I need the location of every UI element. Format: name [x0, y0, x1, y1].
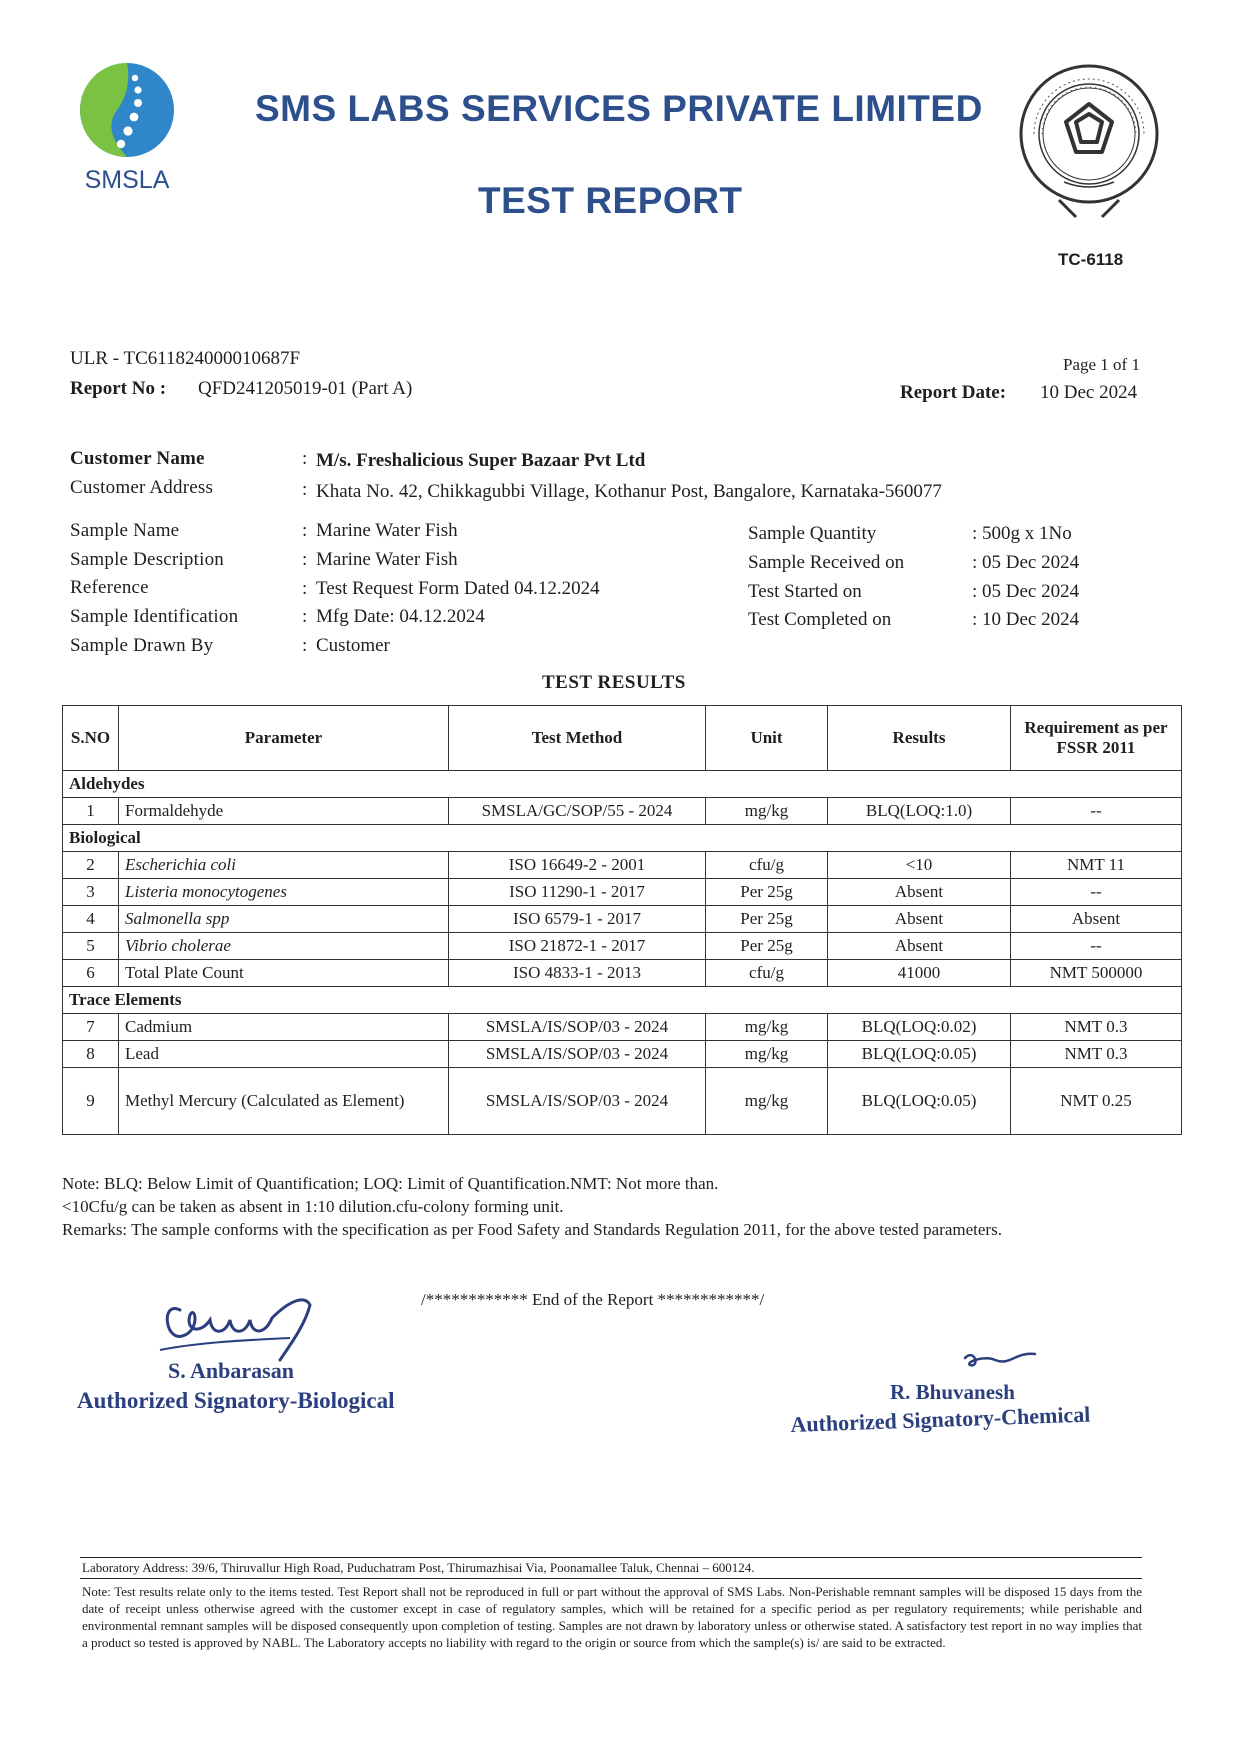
cell-parameter: Escherichia coli — [119, 852, 449, 879]
cell-sno: 6 — [63, 960, 119, 987]
smsla-logo — [72, 60, 182, 200]
signatory-name: S. Anbarasan — [168, 1358, 294, 1383]
cell-sno: 1 — [63, 798, 119, 825]
signatory-name: R. Bhuvanesh — [890, 1380, 1015, 1404]
cell-result: 41000 — [828, 960, 1011, 987]
cell-result: Absent — [828, 879, 1011, 906]
footer-note: Note: Test results relate only to the items tested. Test Report shall not be reproduced in full or part without the approval of SMS Labs. Non-Perishable remnant samples will be disposed 15 days from the date of receipt unless otherwise agreed with the customer except in case of regulatory samples, which will be retained for a specific period as per regulatory requirements; while perishable and environmental remnant samples will be disposed consequently upon completion of testing. Samples are not drawn by laboratory unless or otherwise stated. A satisfactory test report in no way implies that a product so tested is approved by NABL. The Laboratory accepts no liability with regard to the origin or source from which the sample(s) is/ are said to be extracted. — [82, 1584, 1142, 1650]
sample-right-label: Sample Quantity — [748, 523, 877, 544]
customer-name-label: Customer Name — [70, 448, 205, 469]
cell-result: BLQ(LOQ:0.05) — [828, 1068, 1011, 1135]
sample-value: Customer — [316, 635, 390, 656]
table-header-row — [63, 706, 1182, 771]
cell-method: ISO 6579-1 - 2017 — [449, 906, 706, 933]
cell-method: SMSLA/GC/SOP/55 - 2024 — [449, 798, 706, 825]
footer-divider — [80, 1578, 1142, 1579]
column-header: S.NO — [63, 706, 119, 771]
customer-address-label: Customer Address — [70, 477, 214, 498]
group-row — [63, 987, 1182, 1014]
cell-unit: cfu/g — [706, 960, 828, 987]
cell-method: ISO 11290-1 - 2017 — [449, 879, 706, 906]
sample-value: Marine Water Fish — [316, 520, 458, 541]
cell-sno: 7 — [63, 1014, 119, 1041]
company-name: SMS LABS SERVICES PRIVATE LIMITED — [255, 88, 983, 129]
cell-unit: Per 25g — [706, 933, 828, 960]
report-title: TEST REPORT — [478, 180, 743, 221]
table-row — [63, 960, 1182, 987]
column-header: Test Method — [449, 706, 706, 771]
sample-label: Reference — [70, 577, 149, 598]
cell-method: ISO 4833-1 - 2013 — [449, 960, 706, 987]
cell-result: BLQ(LOQ:0.02) — [828, 1014, 1011, 1041]
cell-parameter: Cadmium — [119, 1014, 449, 1041]
cell-result: Absent — [828, 906, 1011, 933]
sample-right-value: : 10 Dec 2024 — [972, 609, 1080, 630]
table-row — [63, 1014, 1182, 1041]
cell-unit: mg/kg — [706, 1014, 828, 1041]
ulr-number: ULR - TC611824000010687F — [70, 348, 301, 369]
table-row — [63, 906, 1182, 933]
cell-method: SMSLA/IS/SOP/03 - 2024 — [449, 1041, 706, 1068]
accreditation-code: TC-6118 — [1058, 250, 1124, 269]
cell-requirement: Absent — [1011, 906, 1182, 933]
results-table — [62, 705, 1182, 1135]
signatory-role: Authorized Signatory-Chemical — [790, 1401, 1091, 1437]
cell-result: Absent — [828, 933, 1011, 960]
note-line: Note: BLQ: Below Limit of Quantification; LOQ: Limit of Quantification.NMT: Not more than. — [62, 1174, 719, 1193]
sample-right-value: : 500g x 1No — [972, 523, 1072, 544]
sample-label: Sample Description — [70, 549, 224, 570]
table-row — [63, 933, 1182, 960]
sample-value: Test Request Form Dated 04.12.2024 — [316, 578, 600, 599]
cell-parameter: Formaldehyde — [119, 798, 449, 825]
report-date: 10 Dec 2024 — [1040, 382, 1138, 403]
results-heading: TEST RESULTS — [542, 672, 686, 693]
report-date-label: Report Date: — [900, 382, 1007, 403]
cell-parameter: Total Plate Count — [119, 960, 449, 987]
cell-parameter: Methyl Mercury (Calculated as Element) — [119, 1068, 449, 1135]
sample-right-label: Sample Received on — [748, 552, 905, 573]
signature-biological — [140, 1290, 340, 1365]
footer-divider — [80, 1557, 1142, 1558]
signature-chemical — [955, 1340, 1045, 1380]
column-header: Requirement as per FSSR 2011 — [1011, 706, 1182, 771]
cell-result: <10 — [828, 852, 1011, 879]
report-no: QFD241205019-01 (Part A) — [198, 378, 413, 399]
table-row — [63, 879, 1182, 906]
cell-sno: 9 — [63, 1068, 119, 1135]
cell-method: SMSLA/IS/SOP/03 - 2024 — [449, 1068, 706, 1135]
cell-requirement: NMT 0.25 — [1011, 1068, 1182, 1135]
cell-sno: 4 — [63, 906, 119, 933]
group-row — [63, 825, 1182, 852]
group-label: Trace Elements — [63, 987, 1182, 1014]
cell-result: BLQ(LOQ:0.05) — [828, 1041, 1011, 1068]
lab-address: Laboratory Address: 39/6, Thiruvallur High Road, Puduchatram Post, Thirumazhisai Via, Poonamallee Taluk, Chennai – 600124. — [82, 1560, 755, 1575]
cell-unit: mg/kg — [706, 798, 828, 825]
cell-method: ISO 16649-2 - 2001 — [449, 852, 706, 879]
cell-method: SMSLA/IS/SOP/03 - 2024 — [449, 1014, 706, 1041]
cell-unit: Per 25g — [706, 879, 828, 906]
group-label: Aldehydes — [63, 771, 1182, 798]
cell-requirement: NMT 0.3 — [1011, 1014, 1182, 1041]
cell-parameter: Vibrio cholerae — [119, 933, 449, 960]
end-of-report: /************ End of the Report ************/ — [421, 1290, 765, 1309]
sample-value: Mfg Date: 04.12.2024 — [316, 606, 485, 627]
table-row — [63, 1041, 1182, 1068]
sample-right-value: : 05 Dec 2024 — [972, 581, 1080, 602]
logo-text: SMSLA — [84, 166, 170, 194]
sample-right-label: Test Started on — [748, 581, 862, 602]
sample-right-label: Test Completed on — [748, 609, 892, 630]
nabl-seal — [1014, 62, 1164, 237]
table-row — [63, 798, 1182, 825]
column-header: Results — [828, 706, 1011, 771]
cell-parameter: Lead — [119, 1041, 449, 1068]
cell-result: BLQ(LOQ:1.0) — [828, 798, 1011, 825]
customer-address: Khata No. 42, Chikkagubbi Village, Kothanur Post, Bangalore, Karnataka-560077 — [316, 481, 942, 502]
page-number: Page 1 of 1 — [1063, 355, 1140, 374]
cell-sno: 8 — [63, 1041, 119, 1068]
cell-unit: cfu/g — [706, 852, 828, 879]
cell-sno: 5 — [63, 933, 119, 960]
note-line: <10Cfu/g can be taken as absent in 1:10 dilution.cfu-colony forming unit. — [62, 1197, 564, 1216]
table-row — [63, 852, 1182, 879]
customer-name: M/s. Freshalicious Super Bazaar Pvt Ltd — [316, 450, 646, 471]
table-row — [63, 1068, 1182, 1135]
cell-unit: Per 25g — [706, 906, 828, 933]
sample-label: Sample Drawn By — [70, 635, 214, 656]
cell-requirement: -- — [1011, 933, 1182, 960]
cell-sno: 2 — [63, 852, 119, 879]
group-label: Biological — [63, 825, 1182, 852]
cell-requirement: NMT 0.3 — [1011, 1041, 1182, 1068]
signatory-role: Authorized Signatory-Biological — [77, 1388, 395, 1413]
cell-requirement: -- — [1011, 879, 1182, 906]
column-header: Unit — [706, 706, 828, 771]
cell-requirement: NMT 500000 — [1011, 960, 1182, 987]
remarks: Remarks: The sample conforms with the specification as per Food Safety and Standards Regulation 2011, for the above tested parameters. — [62, 1220, 1002, 1239]
cell-parameter: Listeria monocytogenes — [119, 879, 449, 906]
cell-parameter: Salmonella spp — [119, 906, 449, 933]
cell-unit: mg/kg — [706, 1041, 828, 1068]
report-no-label: Report No : — [70, 378, 167, 399]
cell-unit: mg/kg — [706, 1068, 828, 1135]
sample-label: Sample Name — [70, 520, 180, 541]
sample-right-value: : 05 Dec 2024 — [972, 552, 1080, 573]
cell-requirement: -- — [1011, 798, 1182, 825]
column-header: Parameter — [119, 706, 449, 771]
sample-label: Sample Identification — [70, 606, 239, 627]
group-row — [63, 771, 1182, 798]
cell-method: ISO 21872-1 - 2017 — [449, 933, 706, 960]
cell-requirement: NMT 11 — [1011, 852, 1182, 879]
sample-value: Marine Water Fish — [316, 549, 458, 570]
cell-sno: 3 — [63, 879, 119, 906]
